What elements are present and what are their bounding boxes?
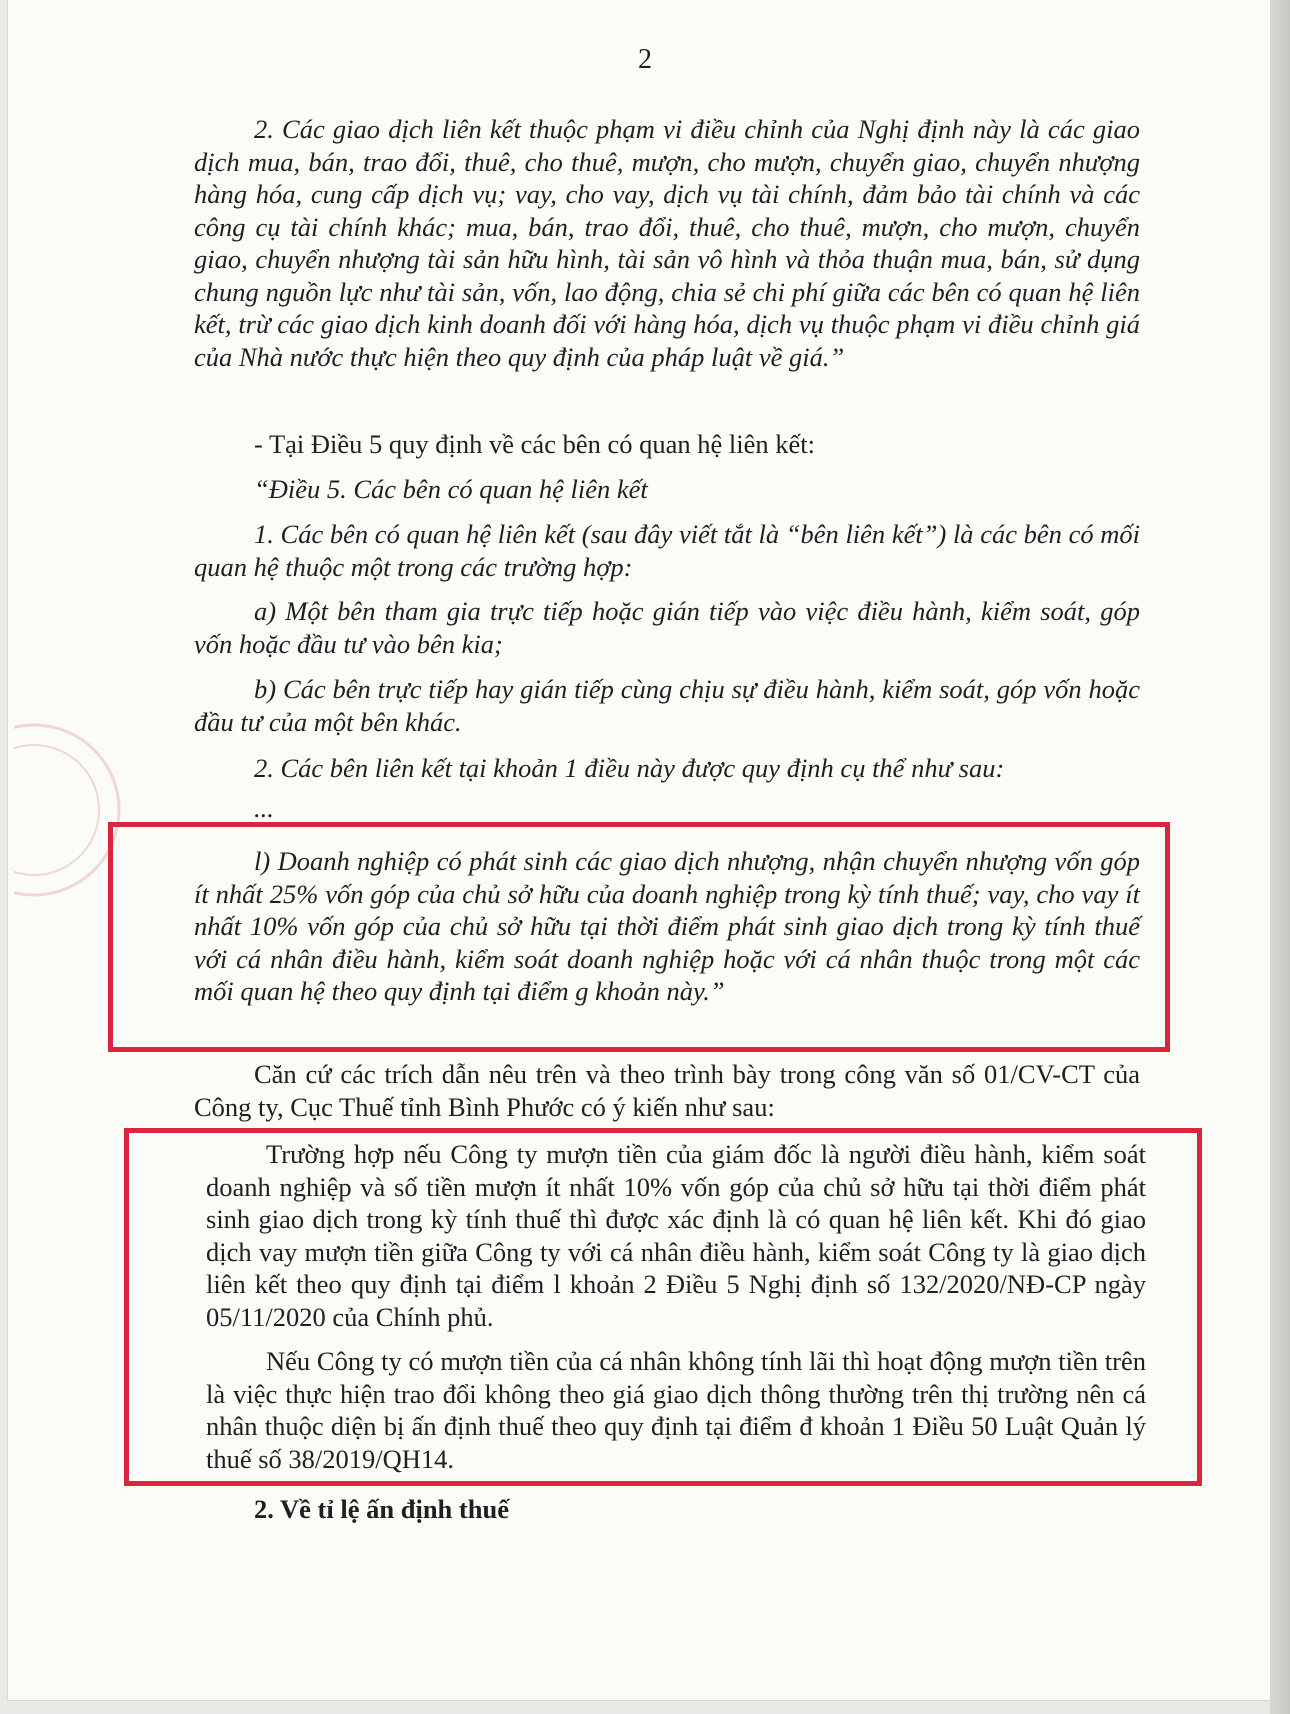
opinion-paragraph-2-text: Nếu Công ty có mượn tiền của cá nhân không tính lãi thì hoạt động mượn tiền trên là việc thực hiện trao đổi không theo giá giao dịch thông thường trên thị trường nên cá nhân thuộc diện bị ấn định thuế theo quy định tại điểm đ khoản 1 Điều 50 Luật Quản lý thuế số 38/2019/QH14. (206, 1346, 1146, 1474)
article5-heading (194, 473, 1140, 506)
article5-intro (194, 428, 1140, 461)
article5-clause-1-text: 1. Các bên có quan hệ liên kết (sau đây viết tắt là “bên liên kết”) là các bên có mối quan hệ thuộc một trong các trường hợp: (194, 519, 1140, 582)
article5-intro-text: - Tại Điều 5 quy định về các bên có quan hệ liên kết: (254, 429, 815, 459)
article5-point-a (194, 595, 1140, 660)
basis-text: Căn cứ các trích dẫn nêu trên và theo trình bày trong công văn số 01/CV-CT của Công ty, Cục Thuế tỉnh Bình Phước có ý kiến như sau: (194, 1059, 1140, 1122)
section-2-heading-text: 2. Về tỉ lệ ấn định thuế (254, 1494, 509, 1524)
article5-point-a-text: a) Một bên tham gia trực tiếp hoặc gián tiếp vào việc điều hành, kiểm soát, góp vốn hoặc đầu tư vào bên kia; (194, 596, 1140, 659)
article5-ellipsis-text: ... (254, 793, 274, 823)
article5-point-l-text: l) Doanh nghiệp có phát sinh các giao dịch nhượng, nhận chuyển nhượng vốn góp ít nhất 25% vốn góp của chủ sở hữu của doanh nghiệp trong kỳ tính thuế; vay, cho vay ít nhất 10% vốn góp của chủ sở hữu tại thời điểm phát sinh giao dịch trong kỳ tính thuế với cá nhân điều hành, kiểm soát doanh nghiệp hoặc với cá nhân thuộc trong một các mối quan hệ theo quy định tại điểm g khoản này.” (194, 846, 1140, 1006)
article5-heading-text: “Điều 5. Các bên có quan hệ liên kết (254, 474, 648, 504)
page-number: 2 (638, 44, 652, 75)
opinion-paragraph-2 (206, 1345, 1146, 1475)
quote-clause-2 (194, 113, 1140, 373)
article5-clause-1 (194, 518, 1140, 583)
article5-point-b (194, 673, 1140, 738)
opinion-paragraph-1-text: Trường hợp nếu Công ty mượn tiền của giám đốc là người điều hành, kiểm soát doanh nghiệp và số tiền mượn ít nhất 10% vốn góp của chủ sở hữu tại thời điểm phát sinh giao dịch trong kỳ tính thuế thì được xác định là có quan hệ liên kết. Khi đó giao dịch vay mượn tiền giữa Công ty với cá nhân điều hành, kiểm soát Công ty là giao dịch liên kết theo quy định tại điểm l khoản 2 Điều 5 Nghị định số 132/2020/NĐ-CP ngày 05/11/2020 của Chính phủ. (206, 1139, 1146, 1332)
page-edge (1270, 0, 1290, 1714)
article5-ellipsis (194, 792, 1140, 825)
article5-point-l (194, 845, 1140, 1008)
basis-paragraph (194, 1058, 1140, 1123)
section-2-heading (194, 1493, 1140, 1526)
quote-clause-2-text: 2. Các giao dịch liên kết thuộc phạm vi điều chỉnh của Nghị định này là các giao dịch mua, bán, trao đổi, thuê, cho thuê, mượn, cho mượn, chuyển giao, chuyển nhượng hàng hóa, cung cấp dịch vụ; vay, cho vay, dịch vụ tài chính, đảm bảo tài chính và các công cụ tài chính khác; mua, bán, trao đổi, thuê, cho thuê, mượn, cho mượn, chuyển giao, chuyển nhượng tài sản hữu hình, tài sản vô hình và thỏa thuận mua, bán, sử dụng chung nguồn lực như tài sản, vốn, lao động, chia sẻ chi phí giữa các bên có quan hệ liên kết, trừ các giao dịch kinh doanh đối với hàng hóa, dịch vụ thuộc phạm vi điều chỉnh giá của Nhà nước thực hiện theo quy định của pháp luật về giá.” (194, 114, 1140, 372)
article5-point-b-text: b) Các bên trực tiếp hay gián tiếp cùng chịu sự điều hành, kiểm soát, góp vốn hoặc đầu tư của một bên khác. (194, 674, 1140, 737)
article5-clause-2 (194, 752, 1140, 785)
article5-clause-2-text: 2. Các bên liên kết tại khoản 1 điều này được quy định cụ thể như sau: (254, 753, 1005, 783)
opinion-paragraph-1 (206, 1138, 1146, 1333)
